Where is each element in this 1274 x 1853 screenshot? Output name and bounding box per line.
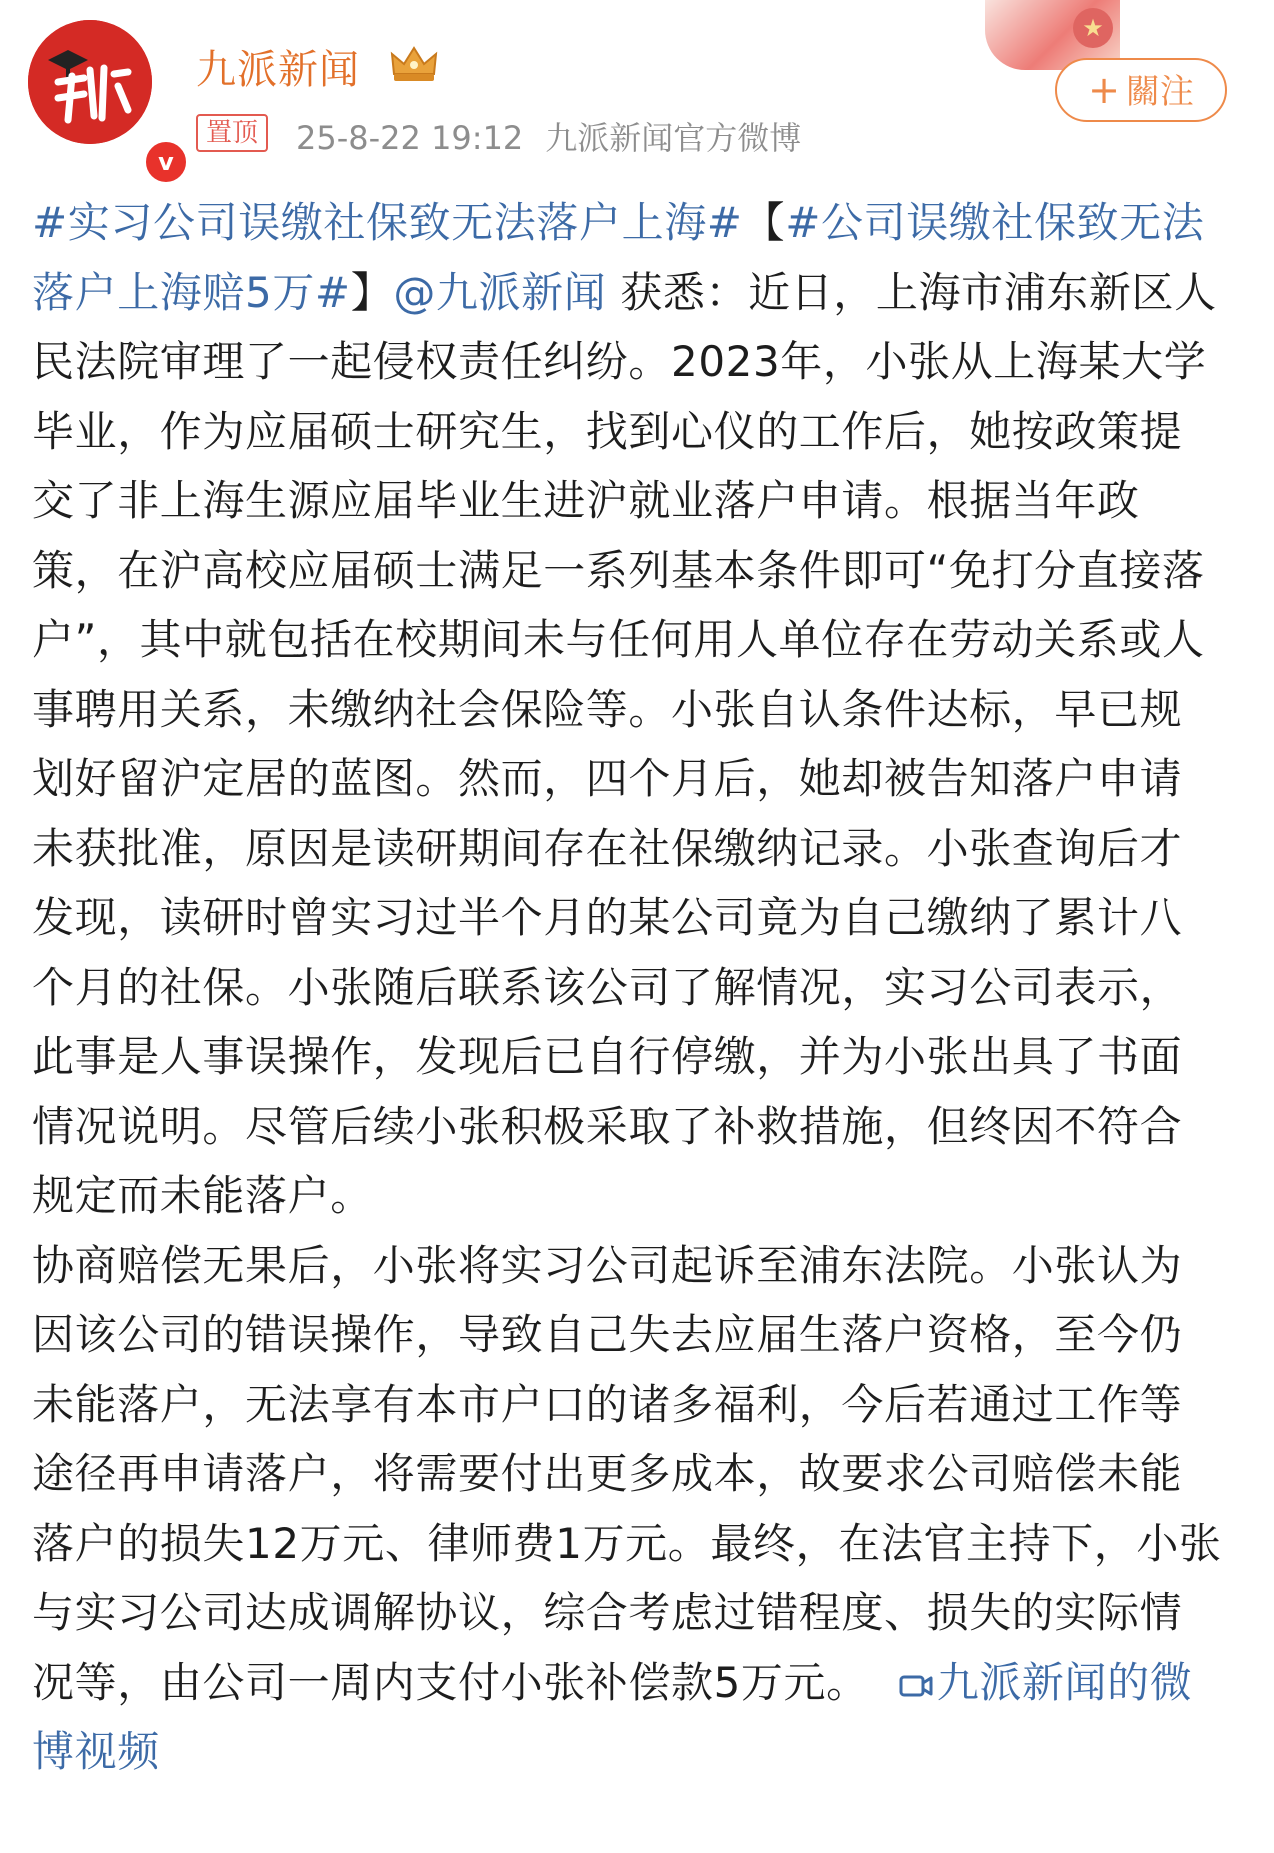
plus-icon: +	[1088, 68, 1120, 112]
video-link[interactable]: 九派新闻的微博视频	[32, 1657, 1193, 1776]
post-source[interactable]: 九派新闻官方微博	[545, 119, 802, 157]
post-body	[32, 188, 1222, 1787]
post-paragraph-2	[32, 1231, 1222, 1787]
post-header	[0, 0, 1274, 176]
hashtag-link[interactable]: #实习公司误缴社保致无法落户上海#	[32, 198, 743, 247]
follow-button[interactable]	[1055, 58, 1227, 122]
crown-icon	[388, 44, 440, 84]
bracket-close: 】	[350, 267, 394, 317]
post-timestamp: 25-8-22 19:12	[296, 119, 524, 157]
jiupai-logo-icon	[28, 20, 152, 144]
post-meta	[296, 113, 823, 159]
star-emblem-icon: ★	[1073, 8, 1113, 48]
paragraph-text: 协商赔偿无果后，小张将实习公司起诉至浦东法院。小张认为因该公司的错误操作，导致自己失去应届生落户资格，至今仍未能落户，无法享有本市户口的诸多福利，今后若通过工作等途径再申请落户，将需要付出更多成本，故要求公司赔偿未能落户的损失12万元、律师费1万元。最终，在法官主持下，小张与实习公司达成调解协议，综合考虑过错程度、损失的实际情况等，由公司一周内支付小张补偿款5万元。	[32, 1240, 1222, 1707]
hashtag-link[interactable]: #公司误缴社保致无法落户上海赔5万#	[32, 198, 1205, 317]
bracket-open: 【	[742, 198, 786, 247]
pinned-badge: 置顶	[196, 114, 268, 152]
avatar[interactable]	[28, 20, 174, 176]
post-paragraph-1	[32, 188, 1222, 1231]
verified-badge-icon: v	[142, 138, 190, 186]
mention-link[interactable]: @九派新闻	[393, 267, 607, 317]
video-camera-icon	[899, 1673, 933, 1699]
username[interactable]: 九派新闻	[196, 47, 360, 93]
paragraph-text: 获悉：近日，上海市浦东新区人民法院审理了一起侵权责任纠纷。2023年，小张从上海某大学毕业，作为应届硕士研究生，找到心仪的工作后，她按政策提交了非上海生源应届毕业生进沪就业落户申请。根据当年政策，在沪高校应届硕士满足一系列基本条件即可“免打分直接落户”，其中就包括在校期间未与任何用人单位存在劳动关系或人事聘用关系，未缴纳社会保险等。小张自认条件达标，早已规划好留沪定居的蓝图。然而，四个月后，她却被告知落户申请未获批准，原因是读研期间存在社保缴纳记录。小张查询后才发现，读研时曾实习过半个月的某公司竟为自己缴纳了累计八个月的社保。小张随后联系该公司了解情况，实习公司表示，此事是人事误操作，发现后已自行停缴，并为小张出具了书面情况说明。尽管后续小张积极采取了补救措施，但终因不符合规定而未能落户。	[32, 267, 1217, 1220]
follow-label: 關注	[1125, 72, 1194, 112]
